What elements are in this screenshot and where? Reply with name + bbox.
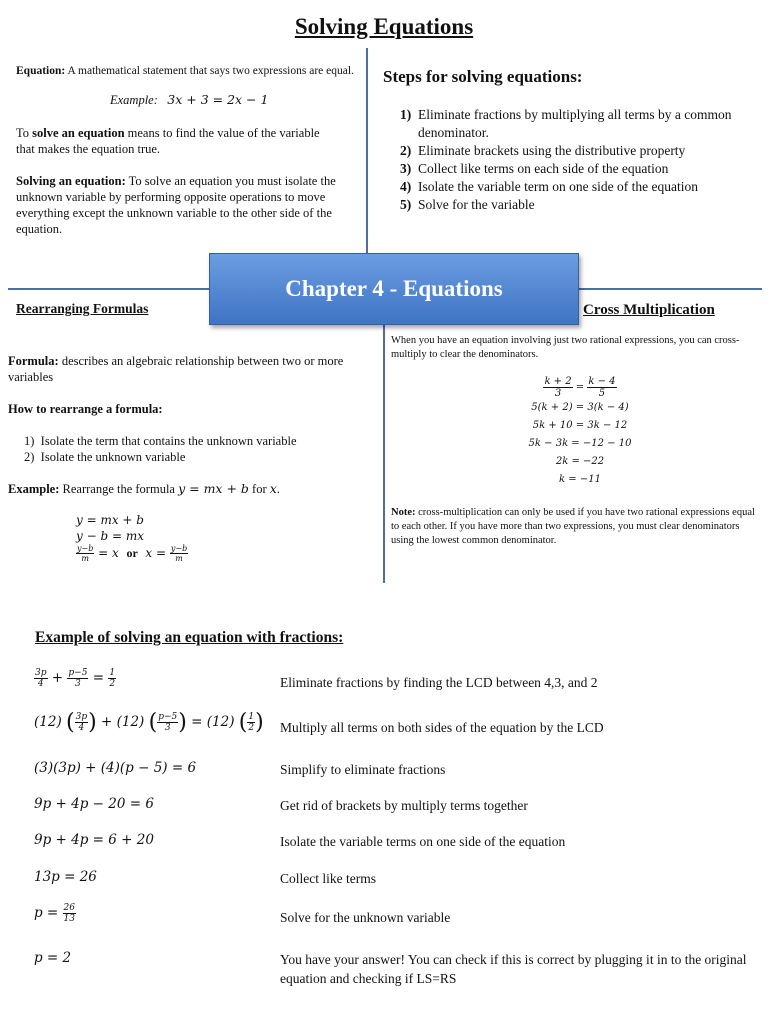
solve-def-bold: solve an equation bbox=[32, 126, 125, 140]
fraction bbox=[108, 668, 116, 689]
rearrange-text: Isolate the unknown variable bbox=[40, 450, 186, 464]
example-explanation: Isolate the variable terms on one side of the equation bbox=[280, 834, 566, 849]
fraction bbox=[587, 376, 616, 399]
example-explanation: Get rid of brackets by multiply terms together bbox=[280, 798, 528, 813]
rearrange-example-var: x bbox=[269, 481, 277, 496]
fraction-denominator: 4 bbox=[78, 723, 85, 733]
equation-example-math: 3x + 3 = 2x − 1 bbox=[167, 92, 269, 107]
step-text: Collect like terms on each side of the equation bbox=[418, 161, 669, 176]
step-item bbox=[390, 196, 750, 214]
step-text: Eliminate fractions by multiplying all terms by a common denominator. bbox=[418, 107, 732, 140]
solving-def-text: To solve an equation you must isolate the unknown variable by performing opposite operations to move everything except the unknown variable to the other side of the equation. bbox=[16, 174, 336, 236]
formula-definition-text: describes an algebraic relationship between two or more variables bbox=[8, 354, 344, 384]
equation-definition-text: A mathematical statement that says two expressions are equal. bbox=[67, 65, 354, 77]
how-heading: How to rearrange a formula: bbox=[8, 402, 163, 416]
cross-line: 2k = −22 bbox=[555, 456, 605, 467]
plus-sign: + bbox=[51, 670, 64, 686]
fraction-numerator: 26 bbox=[63, 903, 75, 913]
cross-line: k = −11 bbox=[559, 474, 601, 485]
solving-def-bold: Solving an equation: bbox=[16, 174, 126, 188]
equation-definition bbox=[16, 64, 356, 79]
step-number: 2) bbox=[400, 143, 412, 158]
step-text: Eliminate brackets using the distributive property bbox=[418, 143, 686, 158]
fraction-numerator: 3p bbox=[75, 712, 88, 722]
divider-vertical-bottom bbox=[383, 323, 385, 583]
rearrange-example-pre: Rearrange the formula bbox=[59, 482, 179, 496]
example-explanation: Multiply all terms on both sides of the equation by the LCD bbox=[280, 720, 604, 735]
equals-sign: = bbox=[191, 714, 203, 730]
fraction bbox=[63, 903, 76, 924]
step-number: 5) bbox=[400, 197, 412, 212]
formula-term: Formula: bbox=[8, 354, 59, 368]
fraction-denominator: 13 bbox=[63, 914, 75, 924]
example-equation: p = 2 bbox=[34, 950, 72, 966]
cross-note-label: Note: bbox=[391, 507, 416, 518]
cross-intro: When you have an equation involving just two rational expressions, you can cross-multiply to clear the denominators. bbox=[391, 335, 740, 360]
cross-line: 5k − 3k = −12 − 10 bbox=[528, 438, 632, 449]
cross-first-equation bbox=[470, 376, 690, 399]
cross-work bbox=[470, 376, 690, 489]
rearrange-text: Isolate the term that contains the unknown variable bbox=[40, 434, 297, 448]
step-text: Solve for the variable bbox=[418, 197, 535, 212]
cross-note bbox=[391, 506, 756, 548]
page-title: Solving Equations bbox=[294, 14, 474, 39]
example-equation: (3)(3p) + (4)(p − 5) = 6 bbox=[34, 760, 197, 776]
step-number: 4) bbox=[400, 179, 412, 194]
lcd-factor: (12) bbox=[206, 714, 235, 730]
rearrange-number: 2) bbox=[24, 450, 35, 464]
lcd-factor: (12) bbox=[34, 714, 62, 730]
solve-def-pre: To bbox=[16, 126, 33, 140]
chapter-banner: Chapter 4 - Equations bbox=[209, 253, 579, 325]
example-explanation: Eliminate fractions by finding the LCD between 4,3, and 2 bbox=[280, 675, 598, 690]
eq-x: = x bbox=[94, 546, 119, 560]
rearrange-example-label: Example: bbox=[8, 482, 60, 496]
fraction bbox=[543, 376, 572, 399]
fraction bbox=[76, 544, 94, 563]
cross-heading: Cross Multiplication bbox=[583, 302, 715, 318]
rearrange-list bbox=[24, 433, 354, 465]
rearrange-example-for: for bbox=[248, 482, 270, 496]
solving-definition bbox=[16, 173, 338, 237]
example-equation bbox=[34, 668, 116, 689]
solve-definition bbox=[16, 125, 331, 157]
step-text: Isolate the variable term on one side of the equation bbox=[418, 179, 699, 194]
divider-horizontal-right bbox=[577, 288, 762, 290]
divider-vertical-top bbox=[366, 48, 368, 256]
rearrange-example bbox=[8, 481, 358, 497]
rearrange-work bbox=[76, 512, 188, 563]
equals-sign: = bbox=[92, 670, 105, 686]
fraction-numerator: k + 2 bbox=[544, 376, 572, 387]
fraction-denominator: 3 bbox=[554, 388, 562, 399]
fraction-numerator: p−5 bbox=[68, 668, 88, 678]
divider-horizontal-left bbox=[8, 288, 210, 290]
fraction-denominator: 2 bbox=[248, 723, 255, 733]
steps-heading: Steps for solving equations: bbox=[383, 67, 583, 86]
x-eq: x = bbox=[145, 546, 170, 560]
fraction-denominator: 5 bbox=[598, 388, 606, 399]
cross-note-text: cross-multiplication can only be used if you have two rational expressions equal to each other. If you have more than two expressions, you must clear denominators using the lowest common denominator. bbox=[391, 507, 755, 546]
fraction-denominator: m bbox=[81, 554, 89, 563]
fraction-numerator: p−5 bbox=[158, 712, 178, 722]
steps-list bbox=[390, 106, 750, 214]
step-item bbox=[390, 142, 750, 160]
rearrange-item bbox=[24, 449, 354, 465]
fraction bbox=[34, 668, 48, 689]
fraction bbox=[75, 712, 89, 733]
fraction-numerator: 1 bbox=[109, 668, 116, 678]
fraction bbox=[170, 544, 188, 563]
equation-example-label: Example: bbox=[110, 93, 158, 107]
step-item bbox=[390, 178, 750, 196]
example-explanation: You have your answer! You can check if this is correct by plugging it in to the original equation and checking if LS=RS bbox=[280, 952, 747, 986]
example-equation: 13p = 26 bbox=[34, 869, 97, 885]
example-equation: (12) ( $\frac{3p}{4}$ ) + (12) ( $\frac{p-5}{3}$ ) = (12) ( $\frac{1}{2}$ ) bbox=[34, 710, 264, 735]
fractions-example-heading: Example of solving an equation with fractions: bbox=[35, 629, 344, 646]
formula-definition bbox=[8, 353, 353, 385]
equation-term: Equation: bbox=[16, 65, 66, 77]
rearrange-work-line: y = mx + b bbox=[76, 513, 144, 527]
cross-line: 5(k + 2) = 3(k − 4) bbox=[531, 402, 629, 413]
example-equation bbox=[34, 903, 76, 924]
solve-def-post: means to find the value of the variable that makes the equation true. bbox=[16, 126, 320, 156]
fraction-numerator: k − 4 bbox=[588, 376, 616, 387]
fraction-denominator: 3 bbox=[164, 723, 171, 733]
fraction-denominator: m bbox=[175, 554, 183, 563]
fraction bbox=[247, 712, 255, 733]
step-item bbox=[390, 160, 750, 178]
fraction-denominator: 2 bbox=[109, 679, 116, 689]
lhs: p = bbox=[34, 905, 63, 921]
fraction-numerator: 3p bbox=[35, 668, 47, 678]
plus-sign: + bbox=[101, 714, 113, 730]
example-explanation: Solve for the unknown variable bbox=[280, 910, 451, 925]
example-explanation: Collect like terms bbox=[280, 871, 376, 886]
example-equation: 9p + 4p = 6 + 20 bbox=[34, 832, 154, 848]
fraction-numerator: y−b bbox=[170, 544, 188, 553]
rearrange-number: 1) bbox=[24, 434, 35, 448]
rearrange-item bbox=[24, 433, 354, 449]
step-number: 3) bbox=[400, 161, 412, 176]
fraction-denominator: 3 bbox=[75, 679, 81, 689]
fraction bbox=[67, 668, 88, 689]
cross-line: 5k + 10 = 3k − 12 bbox=[532, 420, 628, 431]
rearrange-work-line: y − b = mx bbox=[76, 529, 144, 543]
example-explanation: Simplify to eliminate fractions bbox=[280, 762, 446, 777]
fraction-numerator: 1 bbox=[248, 712, 255, 722]
or-text: or bbox=[126, 546, 138, 560]
example-equation: 9p + 4p − 20 = 6 bbox=[34, 796, 154, 812]
rearrange-work-line bbox=[76, 544, 188, 563]
step-item bbox=[390, 106, 750, 142]
fraction-numerator: y−b bbox=[77, 544, 94, 553]
lcd-factor: (12) bbox=[116, 714, 145, 730]
equation-example bbox=[110, 92, 268, 108]
fraction bbox=[157, 712, 178, 733]
equals-sign: = bbox=[575, 382, 585, 393]
rearranging-heading: Rearranging Formulas bbox=[16, 301, 149, 316]
rearrange-example-end: . bbox=[276, 482, 280, 496]
step-number: 1) bbox=[400, 107, 412, 122]
rearrange-example-formula: y = mx + b bbox=[178, 481, 249, 496]
fraction-denominator: 4 bbox=[37, 679, 44, 689]
